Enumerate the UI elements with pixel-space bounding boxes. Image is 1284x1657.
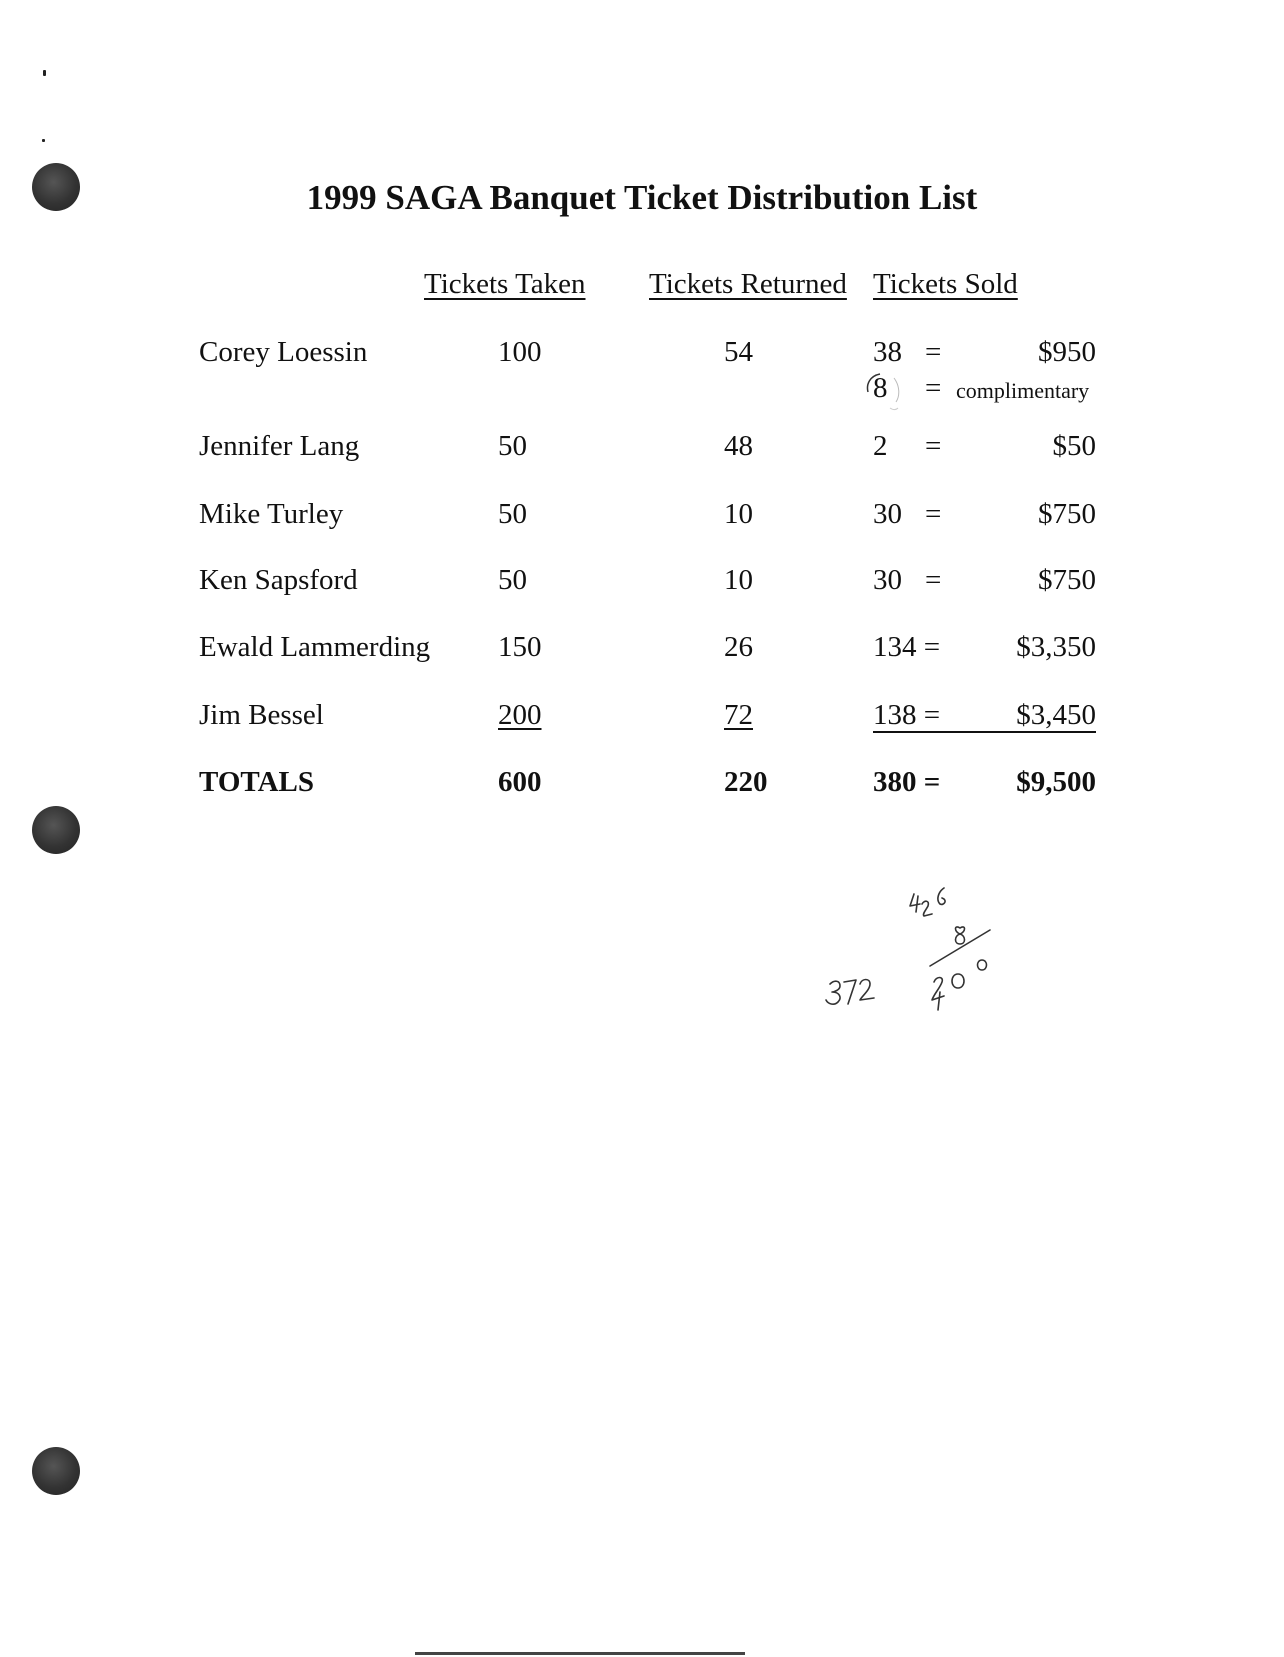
row-amount: $3,450 [1016, 699, 1096, 731]
row-taken: 50 [498, 564, 527, 596]
row-amount: $950 [1038, 336, 1096, 368]
row-sold: 2 [873, 430, 888, 462]
table-row [0, 430, 1284, 470]
header-tickets-sold: Tickets Sold [873, 268, 1018, 300]
row-amount: $3,350 [1016, 631, 1096, 663]
row-taken: 50 [498, 498, 527, 530]
complimentary-equals: = [925, 372, 942, 404]
table-row [0, 631, 1284, 671]
document-title: 1999 SAGA Banquet Ticket Distribution List [306, 178, 978, 217]
row-name: Mike Turley [199, 498, 344, 530]
row-name: Corey Loessin [199, 336, 368, 368]
header-tickets-taken: Tickets Taken [424, 268, 586, 300]
row-equals: = [925, 430, 942, 462]
totals-label: TOTALS [199, 766, 314, 798]
row-returned: 48 [724, 430, 753, 462]
row-returned: 10 [724, 564, 753, 596]
row-sold: 138 = [873, 699, 941, 731]
punch-hole-bottom [32, 1447, 80, 1495]
row-name: Ewald Lammerding [199, 631, 431, 663]
totals-sold: 380 = [873, 766, 941, 798]
page-bottom-rule [415, 1652, 745, 1655]
row-name: Jim Bessel [199, 699, 324, 731]
row-sold: 30 [873, 564, 902, 596]
table-row [0, 498, 1284, 538]
header-tickets-returned: Tickets Returned [649, 268, 847, 300]
row-amount: $50 [1052, 430, 1096, 462]
totals-taken: 600 [498, 766, 542, 798]
row-sold: 30 [873, 498, 902, 530]
table-row [0, 699, 1284, 739]
row-sold: 38 [873, 336, 902, 368]
handwritten-calculation [810, 870, 1010, 1020]
totals-row [0, 766, 1284, 806]
sum-underline [873, 731, 1096, 733]
row-equals: = [925, 498, 942, 530]
row-amount: $750 [1038, 498, 1096, 530]
row-name: Ken Sapsford [199, 564, 358, 596]
totals-returned: 220 [724, 766, 768, 798]
punch-hole-middle [32, 806, 80, 854]
scan-speck [43, 70, 46, 76]
table-row [0, 336, 1284, 376]
row-returned: 72 [724, 699, 753, 731]
complimentary-row [0, 372, 1284, 408]
row-taken: 50 [498, 430, 527, 462]
row-returned: 26 [724, 631, 753, 663]
row-taken: 150 [498, 631, 542, 663]
row-taken: 100 [498, 336, 542, 368]
row-amount: $750 [1038, 564, 1096, 596]
table-row [0, 564, 1284, 604]
row-name: Jennifer Lang [199, 430, 360, 462]
row-sold: 134 = [873, 631, 941, 663]
row-equals: = [925, 564, 942, 596]
row-returned: 54 [724, 336, 753, 368]
complimentary-label: complimentary [956, 378, 1090, 403]
scan-speck [42, 139, 45, 142]
row-taken: 200 [498, 699, 542, 731]
complimentary-count: 8 [873, 372, 888, 404]
handwritten-circle-mark [860, 368, 910, 418]
totals-amount: $9,500 [1016, 766, 1096, 798]
row-equals: = [925, 336, 942, 368]
row-returned: 10 [724, 498, 753, 530]
